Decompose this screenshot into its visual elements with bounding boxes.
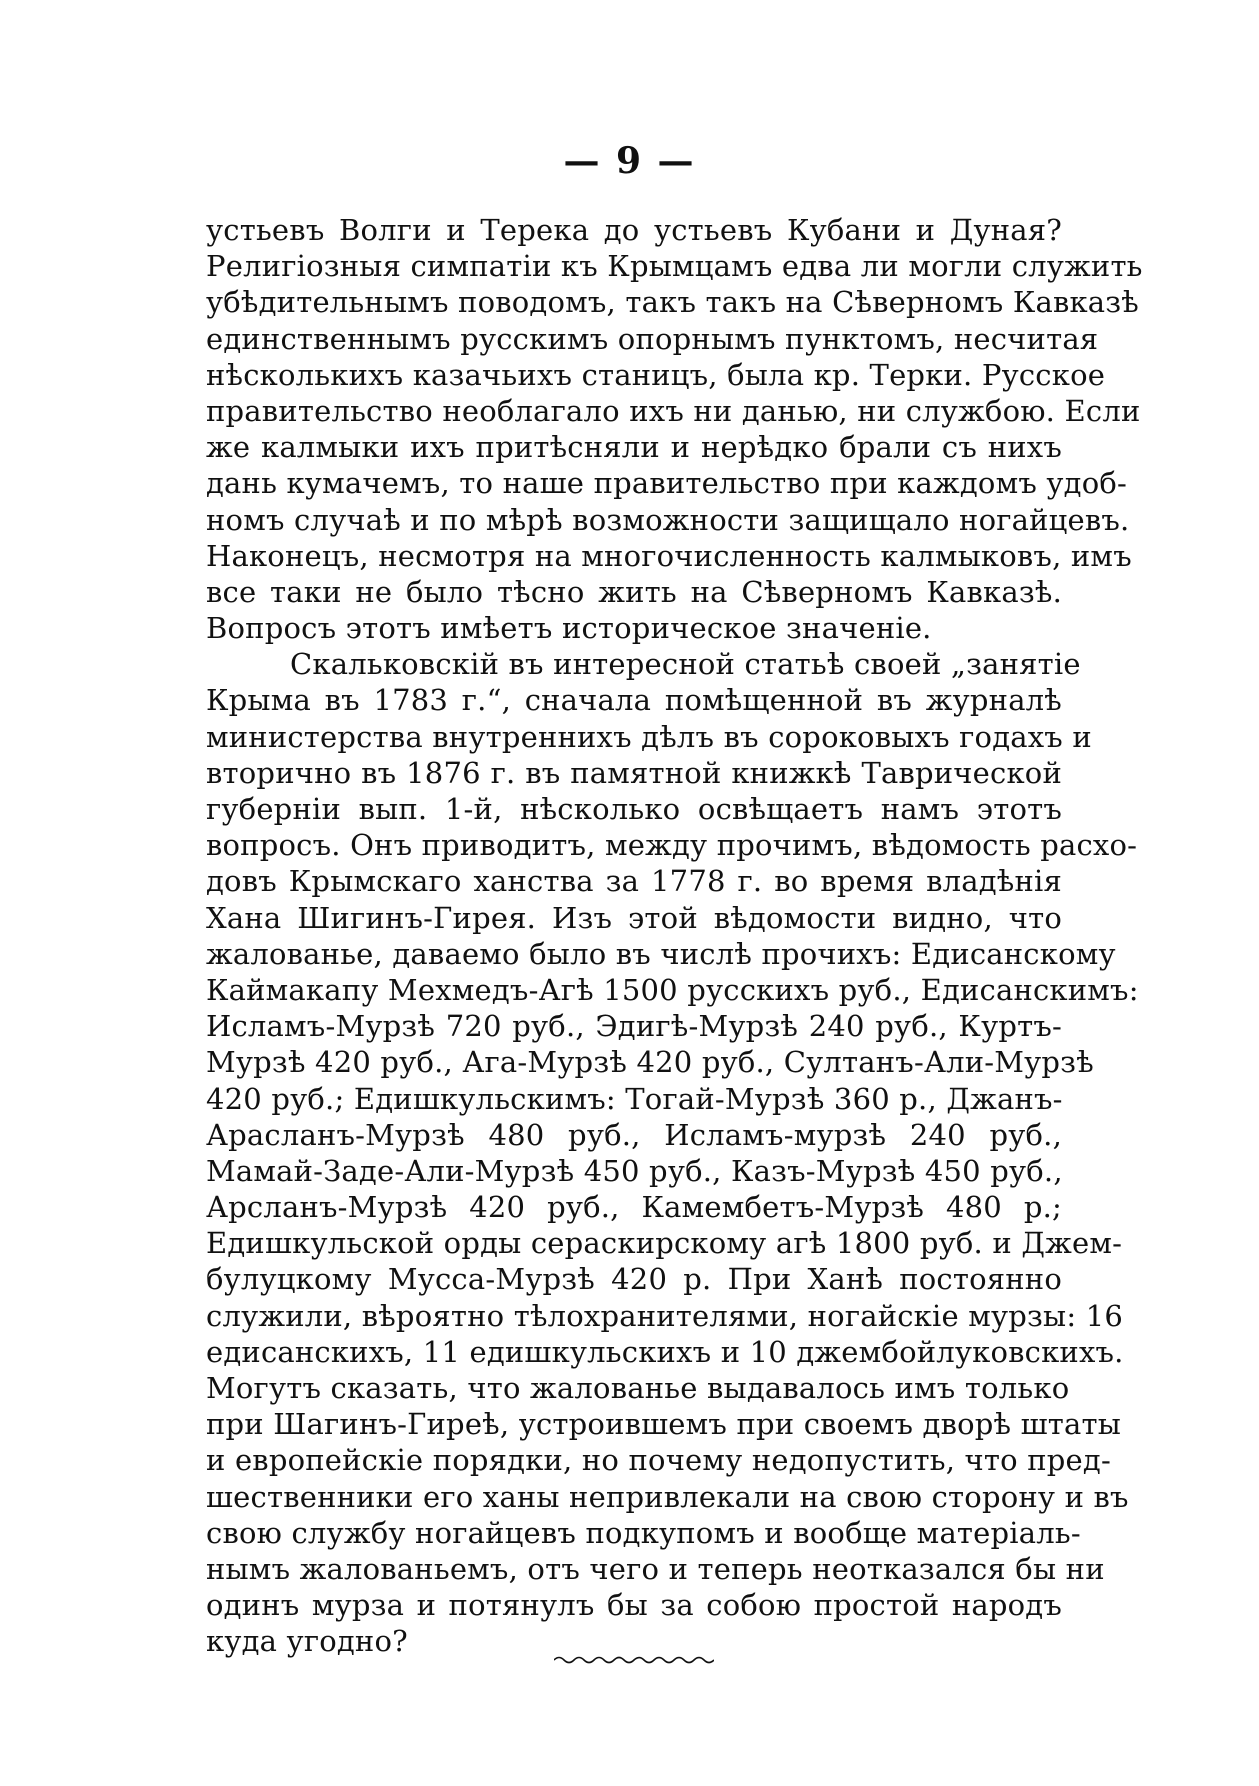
- text-line: Скальковскій въ интересной статьѣ своей „занятіе: [290, 647, 1081, 682]
- body-text: [206, 212, 1143, 1660]
- text-line: все таки не было тѣсно жить на Сѣверномъ Кавказѣ.: [206, 574, 1062, 609]
- text-line: Арасланъ-Мурзѣ 480 руб., Исламъ-мурзѣ 240 руб.,: [206, 1117, 1062, 1152]
- text-line: свою службу ногайцевъ подкупомъ и вообще матеріаль-: [206, 1515, 1081, 1550]
- text-line: Мамай-Заде-Али-Мурзѣ 450 руб., Казъ-Мурзѣ 450 руб.,: [206, 1153, 1063, 1188]
- text-line: министерства внутреннихъ дѣлъ въ сороковыхъ годахъ и: [206, 719, 1092, 754]
- text-line: вторично въ 1876 г. въ памятной книжкѣ Таврической: [206, 755, 1062, 790]
- text-line: единственнымъ русскимъ опорнымъ пунктомъ, несчитая: [206, 321, 1099, 356]
- text-line: булуцкому Мусса-Мурзѣ 420 р. При Ханѣ постоянно: [206, 1262, 1062, 1297]
- paragraph-2: [206, 646, 1139, 1659]
- text-line: куда угодно?: [206, 1624, 408, 1659]
- text-line: нѣсколькихъ казачьихъ станицъ, была кр. Терки. Русское: [206, 357, 1106, 392]
- text-line: номъ случаѣ и по мѣрѣ возможности защищало ногайцевъ.: [206, 502, 1130, 537]
- text-line: Могутъ сказать, что жалованье выдавалось имъ только: [206, 1371, 1070, 1405]
- text-line: Мурзѣ 420 руб., Ага-Мурзѣ 420 руб., Султанъ-Али-Мурзѣ: [206, 1045, 1094, 1080]
- text-line: же калмыки ихъ притѣсняли и нерѣдко брали съ нихъ: [206, 430, 1062, 465]
- text-line: Наконецъ, несмотря на многочисленность калмыковъ, имъ: [206, 538, 1132, 573]
- text-line: жалованье, даваемо было въ числѣ прочихъ: Едисанскому: [206, 936, 1116, 971]
- text-line: шественники его ханы непривлекали на свою сторону и въ: [206, 1479, 1129, 1514]
- text-line: 420 руб.; Едишкульскимъ: Тогай-Мурзѣ 360 р., Джанъ-: [206, 1081, 1063, 1116]
- text-line: устьевъ Волги и Терека до устьевъ Кубани и Дуная?: [206, 213, 1062, 247]
- text-line: губерніи вып. 1-й, нѣсколько освѣщаетъ намъ этотъ: [206, 792, 1062, 826]
- text-line: правительство необлагало ихъ ни данью, ни службою. Если: [206, 393, 1141, 428]
- text-line: Хана Шигинъ-Гирея. Изъ этой вѣдомости видно, что: [206, 900, 1062, 935]
- text-line: Исламъ-Мурзѣ 720 руб., Эдигѣ-Мурзѣ 240 руб., Куртъ-: [206, 1009, 1062, 1044]
- text-line: Вопросъ этотъ имѣетъ историческое значеніе.: [206, 611, 932, 646]
- text-line: Едишкульской орды сераскирскому агѣ 1800 руб. и Джем-: [206, 1226, 1123, 1261]
- text-line: служили, вѣроятно тѣлохранителями, ногайскіе мурзы: 16: [206, 1298, 1124, 1333]
- text-line: нымъ жалованьемъ, отъ чего и теперь неотказался бы ни: [206, 1551, 1105, 1586]
- text-line: одинъ мурза и потянулъ бы за собою простой народъ: [206, 1588, 1062, 1623]
- page-number: — 9 —: [563, 140, 696, 182]
- text-line: Арсланъ-Мурзѣ 420 руб., Камембетъ-Мурзѣ 480 р.;: [206, 1190, 1062, 1225]
- text-line: Крыма въ 1783 г.“, сначала помѣщенной въ журналѣ: [206, 683, 1062, 718]
- text-line: дань кумачемъ, то наше правительство при каждомъ удоб-: [206, 466, 1128, 501]
- text-line: убѣдительнымъ поводомъ, такъ такъ на Сѣверномъ Кавказѣ: [206, 285, 1139, 320]
- text-line: едисанскихъ, 11 едишкульскихъ и 10 джембойлуковскихъ.: [206, 1334, 1124, 1369]
- text-line: вопросъ. Онъ приводитъ, между прочимъ, вѣдомость расхо-: [206, 828, 1138, 863]
- paragraph-1: [206, 212, 1143, 646]
- text-line: довъ Крымскаго ханства за 1778 г. во время владѣнія: [206, 864, 1062, 899]
- wavy-line-ornament-icon: [554, 1654, 714, 1666]
- text-line: при Шагинъ-Гиреѣ, устроившемъ при своемъ дворѣ штаты: [206, 1407, 1122, 1442]
- text-line: и европейскіе порядки, но почему недопустить, что пред-: [206, 1443, 1111, 1478]
- text-line: Религіозныя симпатіи къ Крымцамъ едва ли могли служить: [206, 249, 1143, 284]
- text-line: Каймакапу Мехмедъ-Агѣ 1500 русскихъ руб., Едисанскимъ:: [206, 972, 1139, 1007]
